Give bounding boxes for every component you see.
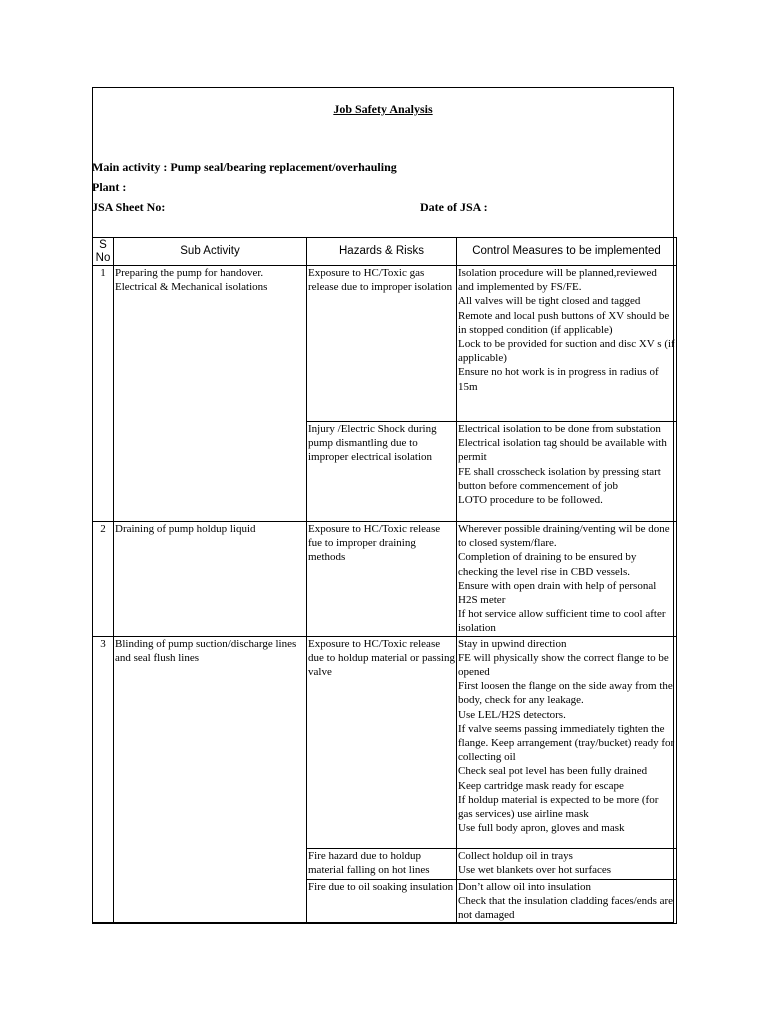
- control-item: All valves will be tight closed and tagged: [458, 295, 641, 308]
- control-item: Ensure no hot work is in progress in radius of 15m: [458, 366, 659, 393]
- jsa-document: [92, 87, 674, 923]
- control-item: Electrical isolation to be done from substation: [458, 423, 661, 435]
- controls-cell: [457, 848, 677, 879]
- header-sub-activity: Sub Activity: [114, 238, 307, 266]
- control-item: If holdup material is expected to be more (for gas services) use airline mask: [458, 793, 659, 821]
- control-item: FE shall crosscheck isolation by pressing start button before commencement of job: [458, 465, 661, 492]
- control-item: Stay in upwind direction: [458, 637, 567, 650]
- controls-cell: [457, 636, 677, 848]
- table-row: [93, 522, 677, 637]
- control-item: Completion of draining to be ensured by checking the level rise in CBD vessels.: [458, 551, 637, 578]
- plant-label: Plant :: [92, 180, 127, 194]
- sub-activity-cell: Preparing the pump for handover. Electrical & Mechanical isolations: [114, 266, 307, 522]
- controls-cell: [457, 522, 677, 637]
- control-item: Electrical isolation tag should be available with permit: [458, 437, 667, 464]
- control-item: Check seal pot level has been fully drained: [458, 765, 648, 778]
- table-header-row: [93, 238, 677, 266]
- control-item: FE will physically show the correct flange to be opened: [458, 651, 669, 679]
- hazard-cell: Exposure to HC/Toxic gas release due to improper isolation: [307, 266, 457, 422]
- control-item: First loosen the flange on the side away from the body, check for any leakage.: [458, 680, 673, 707]
- control-item: Isolation procedure will be planned,reviewed and implemented by FS/FE.: [458, 267, 657, 294]
- control-item: If valve seems passing immediately tighten the flange. Keep arrangement (tray/bucket) ready for collecting oil: [458, 722, 675, 764]
- document-title: Job Safety Analysis: [333, 102, 433, 116]
- control-item: Ensure with open drain with help of personal H2S meter: [458, 579, 657, 607]
- sub-activity-cell: Blinding of pump suction/discharge lines and seal flush lines: [114, 636, 307, 923]
- hazard-cell: Exposure to HC/Toxic release due to holdup material or passing valve: [307, 636, 457, 848]
- hazard-cell: Injury /Electric Shock during pump dismantling due to improper electrical isolation: [307, 422, 457, 522]
- control-item: Use full body apron, gloves and mask: [458, 822, 625, 835]
- main-activity-label: Main activity :: [92, 160, 171, 174]
- jsa-table: [92, 237, 677, 924]
- control-item: LOTO procedure to be followed.: [458, 494, 603, 507]
- table-row: [93, 636, 677, 848]
- sub-activity-cell: Draining of pump holdup liquid: [114, 522, 307, 637]
- control-item: Use wet blankets over hot surfaces: [458, 863, 612, 876]
- row-number: 2: [93, 522, 114, 637]
- table-row: [93, 266, 677, 422]
- main-activity-value: Pump seal/bearing replacement/overhauling: [170, 160, 397, 174]
- hazard-cell: Exposure to HC/Toxic release fue to improper draining methods: [307, 522, 457, 637]
- control-item: Wherever possible draining/venting wil be done to closed system/flare.: [458, 523, 670, 550]
- row-number: 3: [93, 636, 114, 923]
- controls-cell: [457, 879, 677, 923]
- control-item: Keep cartridge mask ready for escape: [458, 779, 624, 792]
- header-controls: Control Measures to be implemented: [457, 238, 677, 266]
- main-activity-line: [92, 160, 397, 175]
- control-item: If hot service allow sufficient time to cool after isolation: [458, 608, 666, 635]
- header-sno: S No: [93, 238, 114, 266]
- control-item: Lock to be provided for suction and disc XV s (if applicable): [458, 338, 675, 365]
- hazard-cell: Fire due to oil soaking insulation: [307, 879, 457, 923]
- date-of-jsa-label: Date of JSA :: [420, 200, 488, 214]
- controls-cell: [457, 266, 677, 422]
- control-item: Use LEL/H2S detectors.: [458, 708, 566, 721]
- header-hazards: Hazards & Risks: [307, 238, 457, 266]
- control-item: Don’t allow oil into insulation: [458, 880, 592, 893]
- hazard-cell: Fire hazard due to holdup material falling on hot lines: [307, 848, 457, 879]
- jsa-sheet-no-label: JSA Sheet No:: [92, 200, 166, 214]
- control-item: Remote and local push buttons of XV should be in stopped condition (if applicable): [458, 309, 670, 336]
- control-item: Check that the insulation cladding faces/ends are not damaged: [458, 894, 674, 922]
- controls-cell: [457, 422, 677, 522]
- control-item: Collect holdup oil in trays: [458, 849, 573, 862]
- row-number: 1: [93, 266, 114, 522]
